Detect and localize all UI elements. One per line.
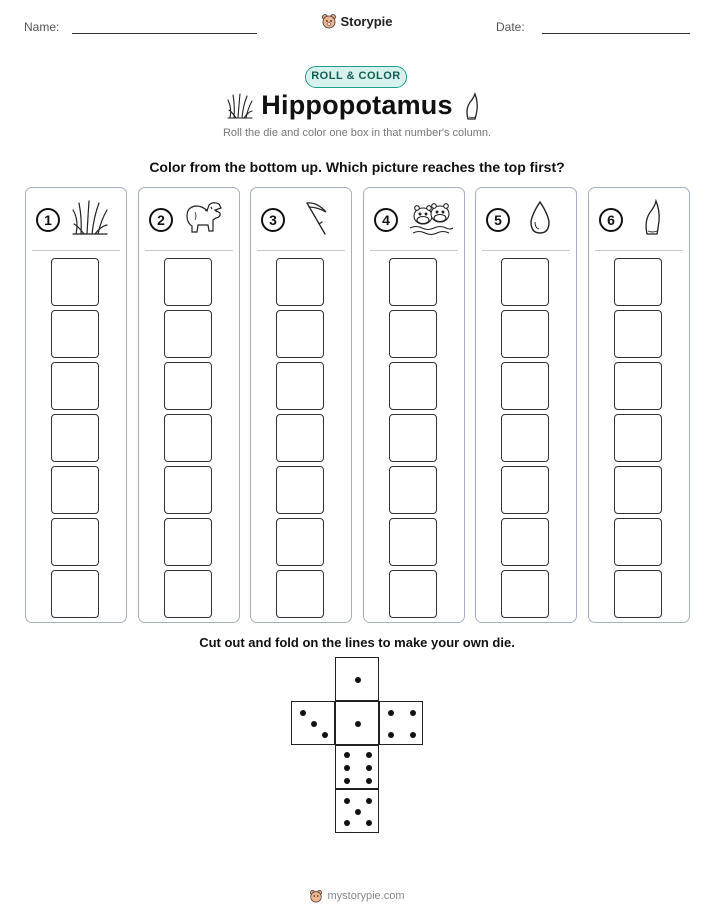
color-box[interactable] (501, 258, 549, 306)
brand-name: Storypie (340, 13, 393, 29)
die-face-6 (335, 745, 379, 789)
column-number: 3 (261, 208, 285, 232)
column-divider (482, 250, 570, 251)
color-box[interactable] (501, 310, 549, 358)
color-box[interactable] (51, 518, 99, 566)
instruction: Color from the bottom up. Which picture reaches the top first? (149, 159, 565, 175)
color-box[interactable] (276, 466, 324, 514)
die-pip (344, 752, 350, 758)
tusk-icon (633, 198, 673, 243)
die-face-4 (379, 701, 423, 745)
column-number: 2 (149, 208, 173, 232)
column-3 (250, 187, 352, 623)
die-face-3 (291, 701, 335, 745)
bear-logo-icon (321, 13, 337, 29)
die-pip (366, 765, 372, 771)
color-box[interactable] (164, 310, 212, 358)
color-box[interactable] (501, 466, 549, 514)
column-divider (145, 250, 233, 251)
die-pip (355, 721, 361, 727)
color-box[interactable] (614, 258, 662, 306)
die-pip (344, 820, 350, 826)
die-pip (344, 765, 350, 771)
die-pip (300, 710, 306, 716)
column-header (589, 188, 689, 250)
die-pip (366, 778, 372, 784)
die-pip (388, 710, 394, 716)
column-number: 6 (599, 208, 623, 232)
color-box[interactable] (276, 570, 324, 618)
color-box[interactable] (614, 362, 662, 410)
column-number: 5 (486, 208, 510, 232)
subtitle: Roll the die and color one box in that number's column. (222, 127, 492, 139)
color-box[interactable] (276, 362, 324, 410)
column-header (139, 188, 239, 250)
scythe-icon (295, 198, 335, 243)
die-pip (388, 732, 394, 738)
color-box[interactable] (389, 570, 437, 618)
bear-logo-icon (309, 889, 323, 903)
column-1 (25, 187, 127, 623)
footer (0, 889, 714, 906)
color-box[interactable] (51, 466, 99, 514)
color-box[interactable] (389, 362, 437, 410)
color-box[interactable] (389, 518, 437, 566)
column-header (364, 188, 464, 250)
column-number: 4 (374, 208, 398, 232)
color-box[interactable] (51, 310, 99, 358)
die-pip (322, 732, 328, 738)
grass-icon (70, 198, 110, 243)
color-box[interactable] (51, 570, 99, 618)
die-pip (366, 752, 372, 758)
column-header (476, 188, 576, 250)
die-pip (344, 778, 350, 784)
color-box[interactable] (164, 258, 212, 306)
die-face-1 (335, 657, 379, 701)
date-line (542, 33, 690, 34)
column-5 (475, 187, 577, 623)
color-box[interactable] (51, 414, 99, 462)
color-box[interactable] (164, 466, 212, 514)
name-label: Name: (24, 20, 60, 34)
color-box[interactable] (389, 310, 437, 358)
column-header (251, 188, 351, 250)
name-line (72, 33, 257, 34)
color-box[interactable] (164, 362, 212, 410)
color-box[interactable] (389, 414, 437, 462)
brand (0, 13, 714, 32)
color-box[interactable] (164, 570, 212, 618)
column-divider (257, 250, 345, 251)
die-face-1 (335, 701, 379, 745)
color-box[interactable] (276, 258, 324, 306)
color-box[interactable] (501, 570, 549, 618)
color-box[interactable] (389, 258, 437, 306)
roll-and-color-badge: ROLL & COLOR (305, 66, 407, 88)
color-box[interactable] (614, 570, 662, 618)
die-pip (344, 798, 350, 804)
column-4 (363, 187, 465, 623)
tusk-icon (462, 92, 482, 122)
column-2 (138, 187, 240, 623)
footer-url: mystorypie.com (327, 890, 405, 902)
die-pip (311, 721, 317, 727)
column-header (26, 188, 126, 250)
color-box[interactable] (501, 362, 549, 410)
die-pip (366, 820, 372, 826)
water-drop-icon (520, 198, 560, 243)
die-pip (355, 677, 361, 683)
color-box[interactable] (614, 414, 662, 462)
date-label: Date: (496, 20, 525, 34)
column-6 (588, 187, 690, 623)
die-pip (366, 798, 372, 804)
color-box[interactable] (614, 310, 662, 358)
die-pip (355, 809, 361, 815)
color-box[interactable] (51, 258, 99, 306)
column-divider (32, 250, 120, 251)
cut-instruction: Cut out and fold on the lines to make your own die. (199, 635, 515, 650)
color-box[interactable] (164, 414, 212, 462)
page-title: Hippopotamus (261, 90, 453, 120)
hippos-in-water-icon (408, 198, 454, 243)
color-box[interactable] (276, 414, 324, 462)
color-box[interactable] (614, 466, 662, 514)
hippo-icon (183, 198, 225, 243)
color-box[interactable] (276, 518, 324, 566)
color-box[interactable] (51, 362, 99, 410)
color-box[interactable] (389, 466, 437, 514)
color-box[interactable] (164, 518, 212, 566)
die-pip (410, 710, 416, 716)
color-box[interactable] (614, 518, 662, 566)
color-box[interactable] (501, 518, 549, 566)
column-number: 1 (36, 208, 60, 232)
color-box[interactable] (276, 310, 324, 358)
column-divider (595, 250, 683, 251)
die-pip (410, 732, 416, 738)
column-divider (370, 250, 458, 251)
color-box[interactable] (501, 414, 549, 462)
die-face-5 (335, 789, 379, 833)
